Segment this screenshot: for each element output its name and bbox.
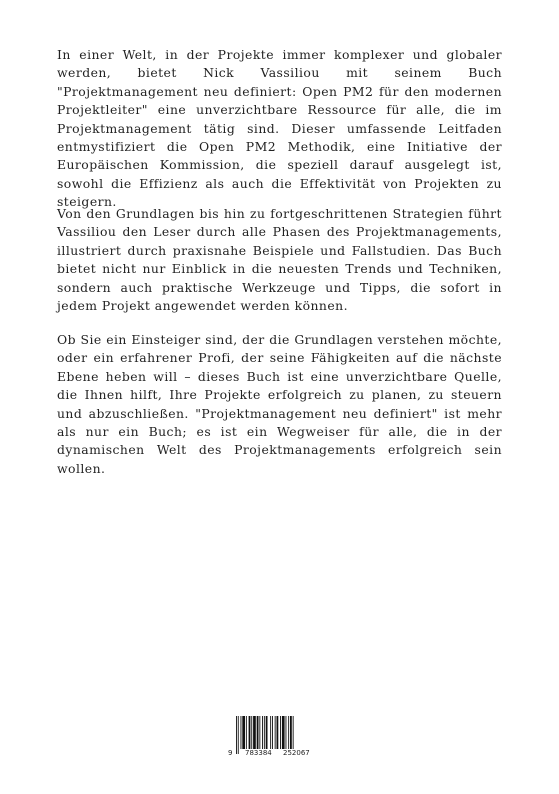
barcode-bar xyxy=(277,716,279,749)
barcode-bar xyxy=(290,716,292,749)
barcode-bar xyxy=(270,716,271,749)
barcode-bar xyxy=(282,716,285,749)
barcode-bar xyxy=(251,716,252,749)
isbn-barcode xyxy=(228,716,318,758)
barcode-bar xyxy=(238,716,239,754)
barcode-digit-first: 9 xyxy=(228,749,233,757)
barcode-bar xyxy=(286,716,287,749)
barcode-bar xyxy=(257,716,259,749)
barcode-bar xyxy=(236,716,237,754)
barcode-bar xyxy=(253,716,256,749)
barcode-bar xyxy=(242,716,245,749)
paragraph-text: Ob Sie ein Einsteiger sind, der die Grundlagen verstehen möchte, oder ein erfahrener Profi, der seine Fähigkeiten auf die nächste Ebene heben will – dieses Buch ist eine unverzichtbare Quelle, die Ihnen hilft, Ihre Projekte erfolgreich zu planen, zu steuern und abzuschließen. "Projektmanagement neu definiert" ist mehr als nur ein Buch; es ist ein Wegweiser für alle, die in der dynamischen Welt des Projektmanagements erfolgreich sein wollen. xyxy=(57,332,502,476)
barcode-bar xyxy=(275,716,276,749)
barcode-bar xyxy=(249,716,251,749)
barcode-group-right: 252067 xyxy=(283,749,310,757)
barcode-bar xyxy=(262,716,263,749)
barcode-bar xyxy=(280,716,281,749)
blurb-paragraph-2 xyxy=(57,205,502,315)
barcode-bar xyxy=(288,716,289,749)
paragraph-text: Von den Grundlagen bis hin zu fortgeschrittenen Strategien führt Vassiliou den Leser durch alle Phasen des Projektmanagements, illustriert durch praxisnahe Beispiele und Fallstudien. Das Buch bietet nicht nur Einblick in die neuesten Trends und Techniken, sondern auch praktische Werkzeuge und Tipps, die sofort in jedem Projekt angewendet werden können. xyxy=(57,206,502,314)
blurb-paragraph-3 xyxy=(57,331,502,478)
barcode-bar xyxy=(241,716,242,749)
blurb-paragraph-1 xyxy=(57,46,502,212)
barcode-group-left: 783384 xyxy=(245,749,272,757)
barcode-bar xyxy=(272,716,273,749)
paragraph-text: In einer Welt, in der Projekte immer komplexer und globaler werden, bietet Nick Vassiliou mit seinem Buch "Projektmanagement neu definiert: Open PM2 für den modernen Projektleiter" eine unverzichtbare Ressource für alle, die im Projektmanagement tätig sind. Dieser umfassende Leitfaden entmystifiziert die Open PM2 Methodik, eine Initiative der Europäischen Kommission, die speziell darauf ausgelegt ist, sowohl die Effizienz als auch die Effektivität von Projekten zu steigern. xyxy=(57,47,502,210)
barcode-bar xyxy=(246,716,247,749)
barcode-bar xyxy=(259,716,260,749)
